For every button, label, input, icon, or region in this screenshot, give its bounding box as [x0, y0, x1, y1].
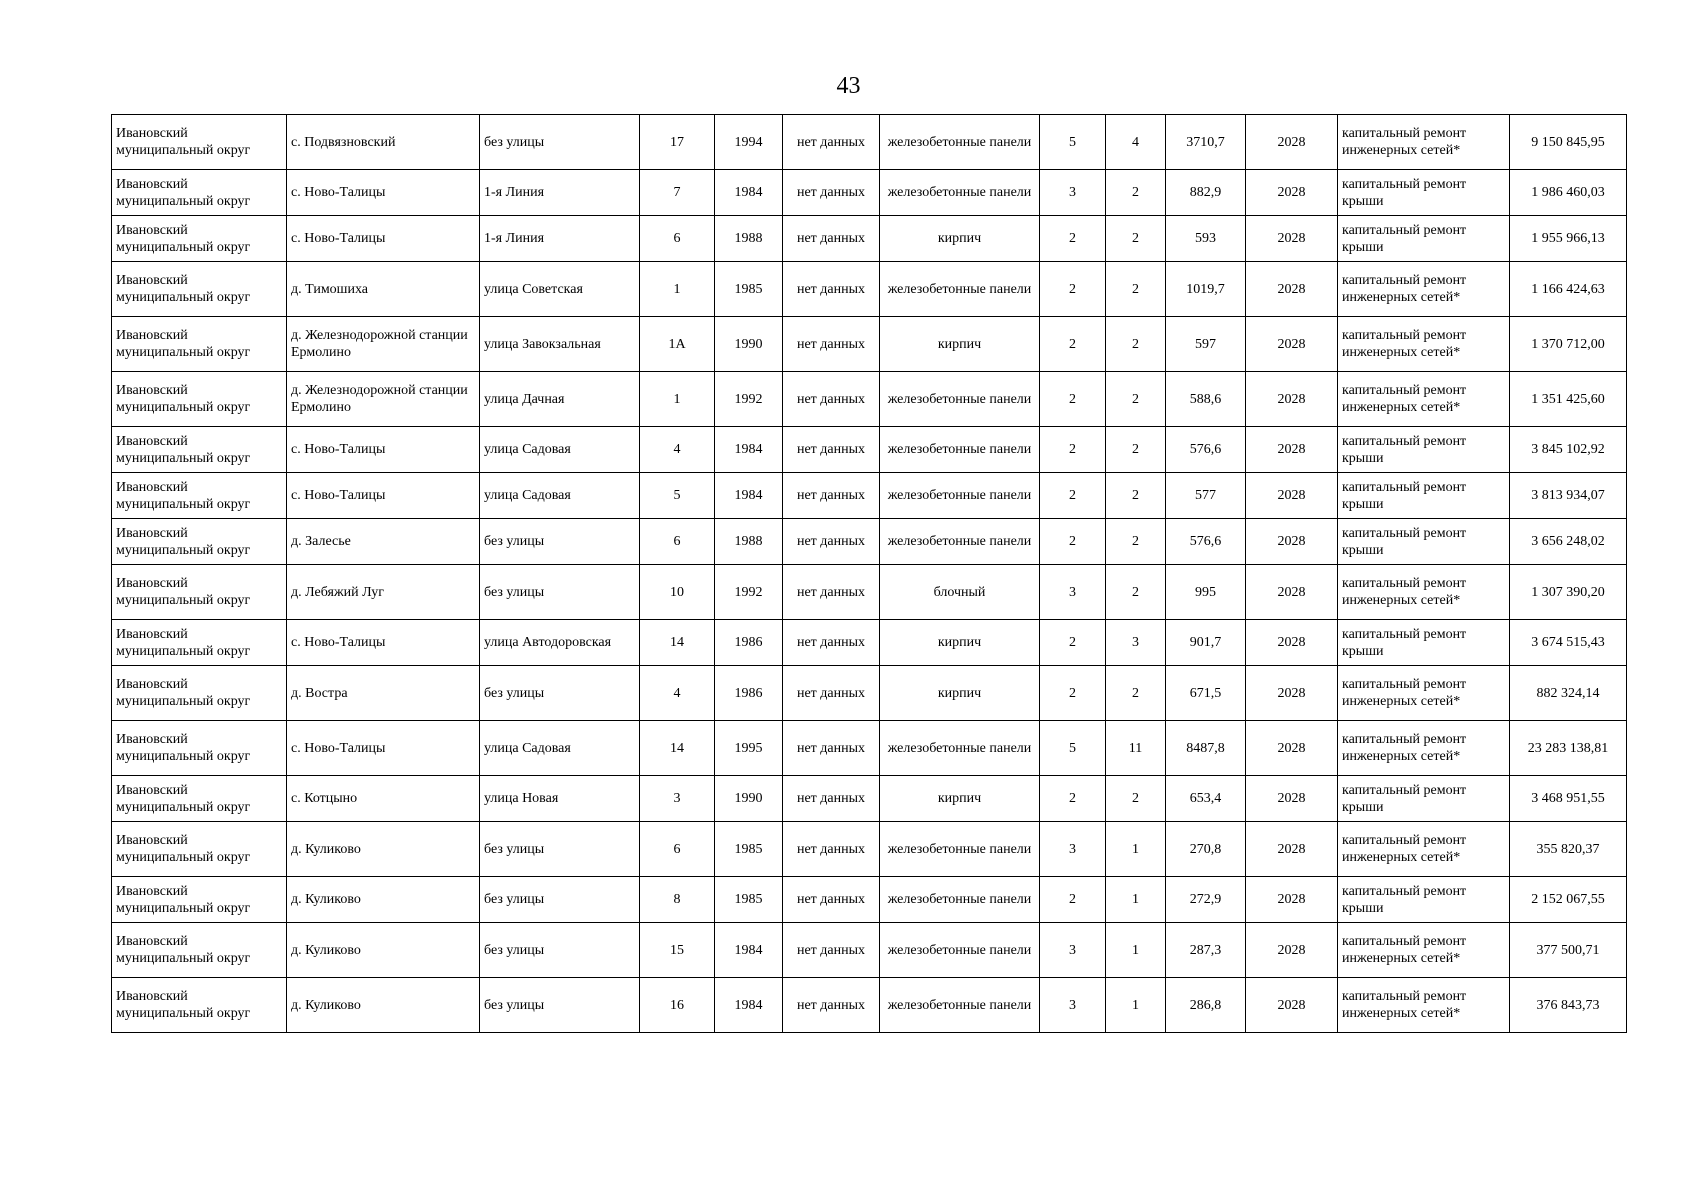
settlement-cell: с. Ново-Талицы — [287, 170, 480, 216]
cost-cell: 23 283 138,81 — [1510, 721, 1627, 776]
street-cell: улица Советская — [480, 262, 640, 317]
cost-cell: 3 845 102,92 — [1510, 427, 1627, 473]
build-year-cell: 1984 — [715, 923, 783, 978]
plan-year-cell: 2028 — [1246, 666, 1338, 721]
last-repair-cell: нет данных — [783, 666, 880, 721]
work-type-cell: капитальный ремонт крыши — [1338, 170, 1510, 216]
house-number-cell: 14 — [640, 721, 715, 776]
settlement-cell: с. Ново-Талицы — [287, 427, 480, 473]
wall-material-cell: железобетонные панели — [880, 877, 1040, 923]
settlement-cell: с. Ново-Талицы — [287, 216, 480, 262]
table-row — [112, 372, 1627, 427]
area-cell: 286,8 — [1166, 978, 1246, 1033]
district-cell: Ивановский муниципальный округ — [112, 721, 287, 776]
last-repair-cell: нет данных — [783, 620, 880, 666]
house-number-cell: 5 — [640, 473, 715, 519]
district-cell: Ивановский муниципальный округ — [112, 372, 287, 427]
cost-cell: 1 307 390,20 — [1510, 565, 1627, 620]
street-cell: улица Новая — [480, 776, 640, 822]
district-cell: Ивановский муниципальный округ — [112, 216, 287, 262]
build-year-cell: 1988 — [715, 216, 783, 262]
entrances-cell: 1 — [1106, 822, 1166, 877]
area-cell: 995 — [1166, 565, 1246, 620]
cost-cell: 1 986 460,03 — [1510, 170, 1627, 216]
district-cell: Ивановский муниципальный округ — [112, 923, 287, 978]
work-type-cell: капитальный ремонт крыши — [1338, 473, 1510, 519]
area-cell: 3710,7 — [1166, 115, 1246, 170]
last-repair-cell: нет данных — [783, 262, 880, 317]
settlement-cell: с. Ново-Талицы — [287, 620, 480, 666]
plan-year-cell: 2028 — [1246, 317, 1338, 372]
plan-year-cell: 2028 — [1246, 262, 1338, 317]
table-row — [112, 666, 1627, 721]
street-cell: 1-я Линия — [480, 170, 640, 216]
entrances-cell: 2 — [1106, 317, 1166, 372]
plan-year-cell: 2028 — [1246, 877, 1338, 923]
work-type-cell: капитальный ремонт крыши — [1338, 877, 1510, 923]
street-cell: без улицы — [480, 923, 640, 978]
house-number-cell: 1А — [640, 317, 715, 372]
build-year-cell: 1994 — [715, 115, 783, 170]
cost-cell: 1 351 425,60 — [1510, 372, 1627, 427]
area-cell: 593 — [1166, 216, 1246, 262]
build-year-cell: 1984 — [715, 473, 783, 519]
street-cell: без улицы — [480, 877, 640, 923]
area-cell: 901,7 — [1166, 620, 1246, 666]
wall-material-cell: кирпич — [880, 776, 1040, 822]
last-repair-cell: нет данных — [783, 427, 880, 473]
house-number-cell: 4 — [640, 427, 715, 473]
plan-year-cell: 2028 — [1246, 372, 1338, 427]
table-row — [112, 978, 1627, 1033]
build-year-cell: 1985 — [715, 262, 783, 317]
floors-cell: 3 — [1040, 822, 1106, 877]
house-number-cell: 6 — [640, 822, 715, 877]
street-cell: улица Садовая — [480, 473, 640, 519]
floors-cell: 3 — [1040, 170, 1106, 216]
street-cell: без улицы — [480, 115, 640, 170]
street-cell: без улицы — [480, 666, 640, 721]
wall-material-cell: железобетонные панели — [880, 262, 1040, 317]
cost-cell: 9 150 845,95 — [1510, 115, 1627, 170]
cost-cell: 3 813 934,07 — [1510, 473, 1627, 519]
work-type-cell: капитальный ремонт инженерных сетей* — [1338, 372, 1510, 427]
district-cell: Ивановский муниципальный округ — [112, 620, 287, 666]
build-year-cell: 1986 — [715, 620, 783, 666]
entrances-cell: 2 — [1106, 519, 1166, 565]
build-year-cell: 1995 — [715, 721, 783, 776]
cost-cell: 1 955 966,13 — [1510, 216, 1627, 262]
wall-material-cell: блочный — [880, 565, 1040, 620]
district-cell: Ивановский муниципальный округ — [112, 170, 287, 216]
cost-cell: 2 152 067,55 — [1510, 877, 1627, 923]
floors-cell: 2 — [1040, 877, 1106, 923]
floors-cell: 3 — [1040, 978, 1106, 1033]
house-number-cell: 6 — [640, 519, 715, 565]
last-repair-cell: нет данных — [783, 923, 880, 978]
last-repair-cell: нет данных — [783, 877, 880, 923]
house-number-cell: 1 — [640, 262, 715, 317]
entrances-cell: 2 — [1106, 372, 1166, 427]
table-row — [112, 216, 1627, 262]
table-row — [112, 317, 1627, 372]
district-cell: Ивановский муниципальный округ — [112, 262, 287, 317]
area-cell: 588,6 — [1166, 372, 1246, 427]
district-cell: Ивановский муниципальный округ — [112, 317, 287, 372]
house-number-cell: 10 — [640, 565, 715, 620]
table-row — [112, 822, 1627, 877]
settlement-cell: д. Куликово — [287, 877, 480, 923]
floors-cell: 2 — [1040, 262, 1106, 317]
last-repair-cell: нет данных — [783, 473, 880, 519]
district-cell: Ивановский муниципальный округ — [112, 776, 287, 822]
house-number-cell: 8 — [640, 877, 715, 923]
build-year-cell: 1990 — [715, 776, 783, 822]
settlement-cell: с. Котцыно — [287, 776, 480, 822]
table-row — [112, 519, 1627, 565]
cost-cell: 355 820,37 — [1510, 822, 1627, 877]
work-type-cell: капитальный ремонт крыши — [1338, 620, 1510, 666]
settlement-cell: д. Куликово — [287, 923, 480, 978]
floors-cell: 2 — [1040, 519, 1106, 565]
plan-year-cell: 2028 — [1246, 978, 1338, 1033]
work-type-cell: капитальный ремонт инженерных сетей* — [1338, 317, 1510, 372]
street-cell: улица Автодоровская — [480, 620, 640, 666]
wall-material-cell: железобетонные панели — [880, 519, 1040, 565]
cost-cell: 3 656 248,02 — [1510, 519, 1627, 565]
wall-material-cell: кирпич — [880, 317, 1040, 372]
work-type-cell: капитальный ремонт крыши — [1338, 427, 1510, 473]
cost-cell: 3 674 515,43 — [1510, 620, 1627, 666]
district-cell: Ивановский муниципальный округ — [112, 427, 287, 473]
work-type-cell: капитальный ремонт инженерных сетей* — [1338, 666, 1510, 721]
cost-cell: 377 500,71 — [1510, 923, 1627, 978]
street-cell: без улицы — [480, 565, 640, 620]
district-cell: Ивановский муниципальный округ — [112, 565, 287, 620]
street-cell: без улицы — [480, 978, 640, 1033]
district-cell: Ивановский муниципальный округ — [112, 519, 287, 565]
settlement-cell: с. Ново-Талицы — [287, 721, 480, 776]
wall-material-cell: железобетонные панели — [880, 721, 1040, 776]
build-year-cell: 1984 — [715, 427, 783, 473]
cost-cell: 882 324,14 — [1510, 666, 1627, 721]
work-type-cell: капитальный ремонт инженерных сетей* — [1338, 115, 1510, 170]
last-repair-cell: нет данных — [783, 519, 880, 565]
work-type-cell: капитальный ремонт инженерных сетей* — [1338, 262, 1510, 317]
table-row — [112, 776, 1627, 822]
entrances-cell: 2 — [1106, 473, 1166, 519]
table-row — [112, 721, 1627, 776]
table-row — [112, 473, 1627, 519]
house-number-cell: 16 — [640, 978, 715, 1033]
table-row — [112, 427, 1627, 473]
build-year-cell: 1986 — [715, 666, 783, 721]
area-cell: 577 — [1166, 473, 1246, 519]
street-cell: улица Садовая — [480, 721, 640, 776]
area-cell: 287,3 — [1166, 923, 1246, 978]
plan-year-cell: 2028 — [1246, 170, 1338, 216]
table-row — [112, 620, 1627, 666]
wall-material-cell: кирпич — [880, 216, 1040, 262]
area-cell: 1019,7 — [1166, 262, 1246, 317]
settlement-cell: д. Востра — [287, 666, 480, 721]
plan-year-cell: 2028 — [1246, 519, 1338, 565]
floors-cell: 2 — [1040, 776, 1106, 822]
table-row — [112, 115, 1627, 170]
page-number: 43 — [836, 73, 861, 99]
floors-cell: 2 — [1040, 620, 1106, 666]
street-cell: без улицы — [480, 822, 640, 877]
house-number-cell: 4 — [640, 666, 715, 721]
wall-material-cell: железобетонные панели — [880, 978, 1040, 1033]
entrances-cell: 2 — [1106, 776, 1166, 822]
district-cell: Ивановский муниципальный округ — [112, 473, 287, 519]
house-number-cell: 17 — [640, 115, 715, 170]
plan-year-cell: 2028 — [1246, 822, 1338, 877]
floors-cell: 3 — [1040, 923, 1106, 978]
entrances-cell: 2 — [1106, 666, 1166, 721]
build-year-cell: 1988 — [715, 519, 783, 565]
house-number-cell: 15 — [640, 923, 715, 978]
entrances-cell: 1 — [1106, 877, 1166, 923]
wall-material-cell: железобетонные панели — [880, 372, 1040, 427]
plan-year-cell: 2028 — [1246, 115, 1338, 170]
cost-cell: 3 468 951,55 — [1510, 776, 1627, 822]
work-type-cell: капитальный ремонт крыши — [1338, 216, 1510, 262]
plan-year-cell: 2028 — [1246, 776, 1338, 822]
settlement-cell: д. Лебяжий Луг — [287, 565, 480, 620]
work-type-cell: капитальный ремонт инженерных сетей* — [1338, 822, 1510, 877]
last-repair-cell: нет данных — [783, 115, 880, 170]
plan-year-cell: 2028 — [1246, 721, 1338, 776]
settlement-cell: д. Тимошиха — [287, 262, 480, 317]
settlement-cell: д. Железнодорожной станции Ермолино — [287, 317, 480, 372]
last-repair-cell: нет данных — [783, 216, 880, 262]
street-cell: улица Завокзальная — [480, 317, 640, 372]
district-cell: Ивановский муниципальный округ — [112, 877, 287, 923]
area-cell: 272,9 — [1166, 877, 1246, 923]
table-row — [112, 923, 1627, 978]
plan-year-cell: 2028 — [1246, 565, 1338, 620]
entrances-cell: 2 — [1106, 262, 1166, 317]
house-number-cell: 6 — [640, 216, 715, 262]
table-body — [112, 115, 1627, 1033]
last-repair-cell: нет данных — [783, 721, 880, 776]
plan-year-cell: 2028 — [1246, 473, 1338, 519]
build-year-cell: 1992 — [715, 565, 783, 620]
settlement-cell: д. Залесье — [287, 519, 480, 565]
street-cell: без улицы — [480, 519, 640, 565]
house-number-cell: 7 — [640, 170, 715, 216]
area-cell: 653,4 — [1166, 776, 1246, 822]
entrances-cell: 1 — [1106, 978, 1166, 1033]
plan-year-cell: 2028 — [1246, 216, 1338, 262]
build-year-cell: 1992 — [715, 372, 783, 427]
build-year-cell: 1984 — [715, 978, 783, 1033]
build-year-cell: 1990 — [715, 317, 783, 372]
work-type-cell: капитальный ремонт крыши — [1338, 519, 1510, 565]
plan-year-cell: 2028 — [1246, 427, 1338, 473]
district-cell: Ивановский муниципальный округ — [112, 822, 287, 877]
floors-cell: 2 — [1040, 427, 1106, 473]
entrances-cell: 2 — [1106, 170, 1166, 216]
cost-cell: 376 843,73 — [1510, 978, 1627, 1033]
wall-material-cell: железобетонные панели — [880, 923, 1040, 978]
area-cell: 576,6 — [1166, 427, 1246, 473]
cost-cell: 1 370 712,00 — [1510, 317, 1627, 372]
district-cell: Ивановский муниципальный округ — [112, 115, 287, 170]
work-type-cell: капитальный ремонт инженерных сетей* — [1338, 923, 1510, 978]
floors-cell: 2 — [1040, 317, 1106, 372]
entrances-cell: 2 — [1106, 427, 1166, 473]
wall-material-cell: кирпич — [880, 620, 1040, 666]
floors-cell: 3 — [1040, 565, 1106, 620]
table-row — [112, 877, 1627, 923]
settlement-cell: д. Куликово — [287, 978, 480, 1033]
housing-repair-table — [111, 114, 1627, 1033]
street-cell: улица Дачная — [480, 372, 640, 427]
house-number-cell: 14 — [640, 620, 715, 666]
build-year-cell: 1984 — [715, 170, 783, 216]
work-type-cell: капитальный ремонт инженерных сетей* — [1338, 721, 1510, 776]
wall-material-cell: железобетонные панели — [880, 115, 1040, 170]
street-cell: 1-я Линия — [480, 216, 640, 262]
last-repair-cell: нет данных — [783, 978, 880, 1033]
entrances-cell: 2 — [1106, 565, 1166, 620]
last-repair-cell: нет данных — [783, 565, 880, 620]
entrances-cell: 2 — [1106, 216, 1166, 262]
work-type-cell: капитальный ремонт инженерных сетей* — [1338, 565, 1510, 620]
settlement-cell: с. Подвязновский — [287, 115, 480, 170]
wall-material-cell: железобетонные панели — [880, 822, 1040, 877]
area-cell: 882,9 — [1166, 170, 1246, 216]
settlement-cell: д. Куликово — [287, 822, 480, 877]
wall-material-cell: железобетонные панели — [880, 473, 1040, 519]
work-type-cell: капитальный ремонт инженерных сетей* — [1338, 978, 1510, 1033]
floors-cell: 5 — [1040, 115, 1106, 170]
last-repair-cell: нет данных — [783, 317, 880, 372]
area-cell: 270,8 — [1166, 822, 1246, 877]
house-number-cell: 3 — [640, 776, 715, 822]
settlement-cell: с. Ново-Талицы — [287, 473, 480, 519]
last-repair-cell: нет данных — [783, 170, 880, 216]
street-cell: улица Садовая — [480, 427, 640, 473]
plan-year-cell: 2028 — [1246, 923, 1338, 978]
cost-cell: 1 166 424,63 — [1510, 262, 1627, 317]
floors-cell: 2 — [1040, 666, 1106, 721]
last-repair-cell: нет данных — [783, 372, 880, 427]
table-row — [112, 565, 1627, 620]
work-type-cell: капитальный ремонт крыши — [1338, 776, 1510, 822]
floors-cell: 2 — [1040, 216, 1106, 262]
area-cell: 671,5 — [1166, 666, 1246, 721]
settlement-cell: д. Железнодорожной станции Ермолино — [287, 372, 480, 427]
floors-cell: 2 — [1040, 473, 1106, 519]
wall-material-cell: железобетонные панели — [880, 427, 1040, 473]
build-year-cell: 1985 — [715, 877, 783, 923]
area-cell: 597 — [1166, 317, 1246, 372]
plan-year-cell: 2028 — [1246, 620, 1338, 666]
wall-material-cell: железобетонные панели — [880, 170, 1040, 216]
entrances-cell: 3 — [1106, 620, 1166, 666]
area-cell: 8487,8 — [1166, 721, 1246, 776]
table-row — [112, 170, 1627, 216]
table-row — [112, 262, 1627, 317]
district-cell: Ивановский муниципальный округ — [112, 978, 287, 1033]
house-number-cell: 1 — [640, 372, 715, 427]
area-cell: 576,6 — [1166, 519, 1246, 565]
build-year-cell: 1985 — [715, 822, 783, 877]
last-repair-cell: нет данных — [783, 776, 880, 822]
entrances-cell: 11 — [1106, 721, 1166, 776]
last-repair-cell: нет данных — [783, 822, 880, 877]
district-cell: Ивановский муниципальный округ — [112, 666, 287, 721]
wall-material-cell: кирпич — [880, 666, 1040, 721]
entrances-cell: 4 — [1106, 115, 1166, 170]
floors-cell: 2 — [1040, 372, 1106, 427]
entrances-cell: 1 — [1106, 923, 1166, 978]
floors-cell: 5 — [1040, 721, 1106, 776]
